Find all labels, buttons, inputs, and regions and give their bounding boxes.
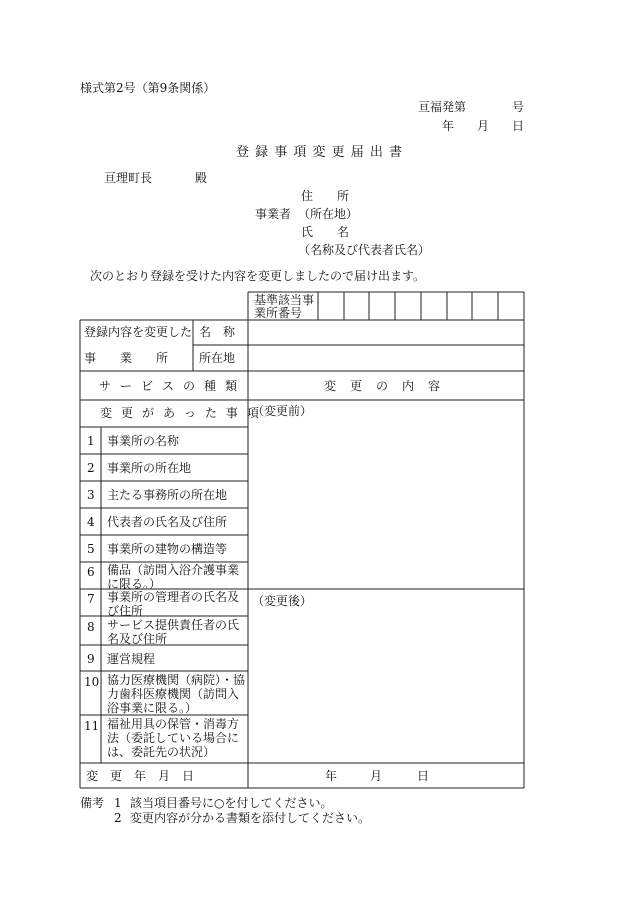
item-no: 4 [87, 515, 95, 529]
change-date-month: 月 [370, 769, 383, 783]
item-no: 2 [87, 461, 95, 475]
change-content-label: 変 更 の 内 容 [324, 379, 442, 393]
item-text: 協力医療機関（病院）・協力歯科医療機関（訪問入浴事業に限る。） [107, 673, 246, 715]
item-text: サービス提供責任者の氏名及び住所 [107, 618, 240, 646]
note-no: 1 [114, 796, 122, 810]
intro-text: 次のとおり登録を受けた内容を変更しましたので届け出ます。 [90, 269, 426, 283]
jigyosho-label-line1: 登録内容を変更した [84, 325, 193, 339]
item-no: 8 [87, 620, 95, 634]
item-no: 3 [87, 488, 95, 502]
change-date-day: 日 [417, 769, 430, 783]
change-date-label: 変 更 年 月 日 [86, 769, 195, 783]
notes-label: 備考 [80, 796, 105, 810]
kijun-label-line1: 基準該当事 [254, 293, 315, 307]
kijun-label-line2: 業所番号 [254, 306, 303, 320]
jigyosho-label-line2: 事 業 所 [84, 351, 169, 365]
changed-items-label: 変更があった事項 [100, 406, 268, 420]
after-label: （変更後） [252, 594, 313, 608]
item-text: 事業所の名称 [107, 434, 180, 448]
item-no: 6 [87, 565, 95, 579]
item-no: 7 [87, 592, 95, 606]
note-no: 2 [114, 811, 122, 825]
before-label: （変更前） [252, 404, 313, 418]
item-no: 9 [87, 652, 95, 666]
form-id: 様式第2号（第9条関係） [80, 81, 216, 95]
applicant-name-label: 氏 名 [301, 225, 350, 239]
applicant-name-note: （名称及び代表者氏名） [298, 243, 431, 257]
item-text: 備品（訪問入浴介護事業に限る。） [107, 563, 240, 591]
doc-ref-suffix: 号 [512, 100, 525, 114]
item-no: 1 [87, 434, 95, 448]
applicant-location-label: （所在地） [298, 207, 359, 221]
item-text: 事業所の所在地 [107, 461, 192, 475]
item-text: 代表者の氏名及び住所 [107, 515, 228, 529]
note-text: 変更内容が分かる書類を添付してください。 [130, 811, 371, 825]
shozaichi-label: 所在地 [199, 351, 236, 365]
doc-ref-issuer: 亘福発第 [418, 100, 467, 114]
applicant-address-label: 住 所 [301, 189, 350, 203]
item-text: 福祉用具の保管・消毒方法（委託している場合には、委託先の状況） [107, 717, 240, 759]
date-day: 日 [512, 119, 525, 133]
item-no: 10 [84, 675, 100, 689]
applicant-label: 事業者 [255, 207, 292, 221]
addressee-honorific: 殿 [195, 171, 208, 185]
item-text: 主たる事務所の所在地 [107, 488, 228, 502]
item-text: 運営規程 [107, 652, 156, 666]
change-date-year: 年 [325, 769, 338, 783]
note-text: 該当項目番号に○を付してください。 [130, 796, 333, 810]
meisho-label: 名 称 [199, 325, 236, 339]
page-title: 登 録 事 項 変 更 届 出 書 [236, 145, 404, 160]
date-year: 年 [442, 119, 455, 133]
item-no: 5 [87, 542, 95, 556]
item-text: 事業所の建物の構造等 [107, 542, 228, 556]
item-text: 事業所の管理者の氏名及び住所 [107, 590, 240, 618]
date-month: 月 [477, 119, 490, 133]
item-no: 11 [84, 719, 100, 733]
service-type-label: サービスの種類 [99, 379, 247, 393]
addressee-name: 亘理町長 [104, 171, 153, 185]
